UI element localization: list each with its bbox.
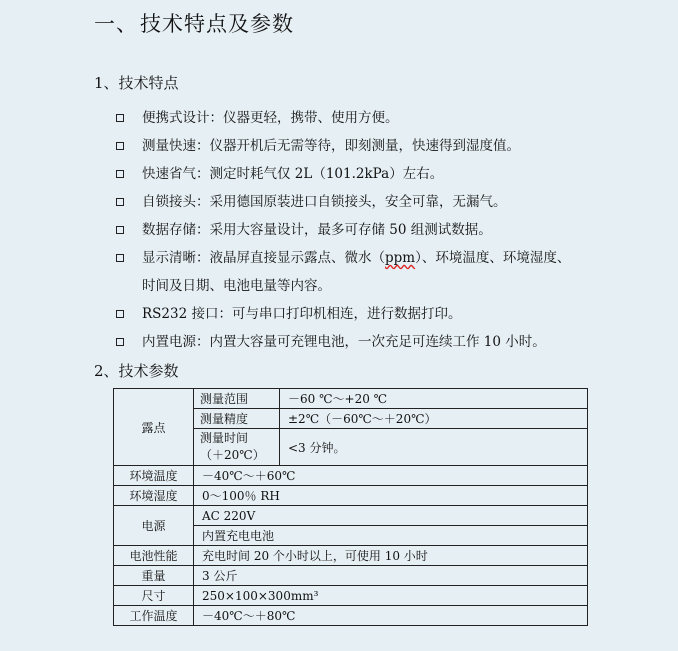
env-hum-label: 环境湿度	[114, 486, 194, 506]
feature-item: RS232 接口：可与串口打印机相连，进行数据打印。	[116, 300, 656, 328]
work-temp-label: 工作温度	[114, 606, 194, 626]
feature-item: 快速省气：测定时耗气仅 2L（101.2kPa）左右。	[116, 160, 656, 188]
table-row	[114, 506, 588, 526]
feature-item: 自锁接头：采用德国原装进口自锁接头，安全可靠，无漏气。	[116, 188, 656, 216]
bullet-box-icon	[116, 170, 124, 178]
feature-item: 数据存储：采用大容量设计，最多可存储 50 组测试数据。	[116, 216, 656, 244]
bullet-box-icon	[116, 310, 124, 318]
bullet-box-icon	[116, 226, 124, 234]
work-temp-value: －40℃～＋80℃	[194, 606, 588, 626]
bullet-box-icon	[116, 198, 124, 206]
power-value-2: 内置充电电池	[194, 526, 588, 546]
env-temp-label: 环境温度	[114, 466, 194, 486]
feature-item-continuation: 时间及日期、电池电量等内容。	[142, 278, 331, 294]
size-label: 尺寸	[114, 586, 194, 606]
range-value: －60 ℃～+20 ℃	[280, 389, 588, 409]
env-temp-value: －40℃～＋60℃	[194, 466, 588, 486]
bullet-box-icon	[116, 338, 124, 346]
section-1-title: 1、技术特点	[94, 74, 179, 92]
ppm-text: ppm	[385, 250, 416, 266]
table-row	[114, 486, 588, 506]
battery-value: 充电时间 20 个小时以上，可使用 10 小时	[194, 546, 588, 566]
spec-table	[113, 388, 588, 626]
section-2-title: 2、技术参数	[94, 362, 179, 380]
feature-item: 显示清晰：液晶屏直接显示露点、微水（ppm）、环境温度、环境湿度、 时间及日期、电池电量等内容。	[116, 244, 656, 300]
heading-number: 一、	[94, 12, 138, 36]
accuracy-label: 测量精度	[194, 409, 280, 429]
power-label: 电源	[114, 506, 194, 546]
env-hum-value: 0～100％ RH	[194, 486, 588, 506]
size-value: 250×100×300mm³	[194, 586, 588, 606]
feature-item: 测量快速：仪器开机后无需等待，即刻测量，快速得到湿度值。	[116, 132, 656, 160]
feature-list	[116, 104, 656, 356]
table-row	[114, 546, 588, 566]
bullet-box-icon	[116, 142, 124, 150]
bullet-box-icon	[116, 114, 124, 122]
battery-label: 电池性能	[114, 546, 194, 566]
table-row	[114, 586, 588, 606]
feature-item: 内置电源：内置大容量可充锂电池，一次充足可连续工作 10 小时。	[116, 328, 656, 356]
weight-label: 重量	[114, 566, 194, 586]
range-label: 测量范围	[194, 389, 280, 409]
table-row	[114, 389, 588, 409]
accuracy-value: ±2℃（－60℃～＋20℃）	[280, 409, 588, 429]
table-row	[114, 606, 588, 626]
time-label: 测量时间 （＋20℃）	[194, 429, 280, 466]
bullet-box-icon	[116, 254, 124, 262]
power-value-1: AC 220V	[194, 506, 588, 526]
weight-value: 3 公斤	[194, 566, 588, 586]
table-row	[114, 566, 588, 586]
table-row	[114, 466, 588, 486]
time-value: <3 分钟。	[280, 429, 588, 466]
dewpoint-label: 露点	[114, 389, 194, 466]
main-heading	[94, 8, 294, 38]
feature-item: 便携式设计：仪器更轻，携带、使用方便。	[116, 104, 656, 132]
heading-title: 技术特点及参数	[140, 12, 294, 36]
